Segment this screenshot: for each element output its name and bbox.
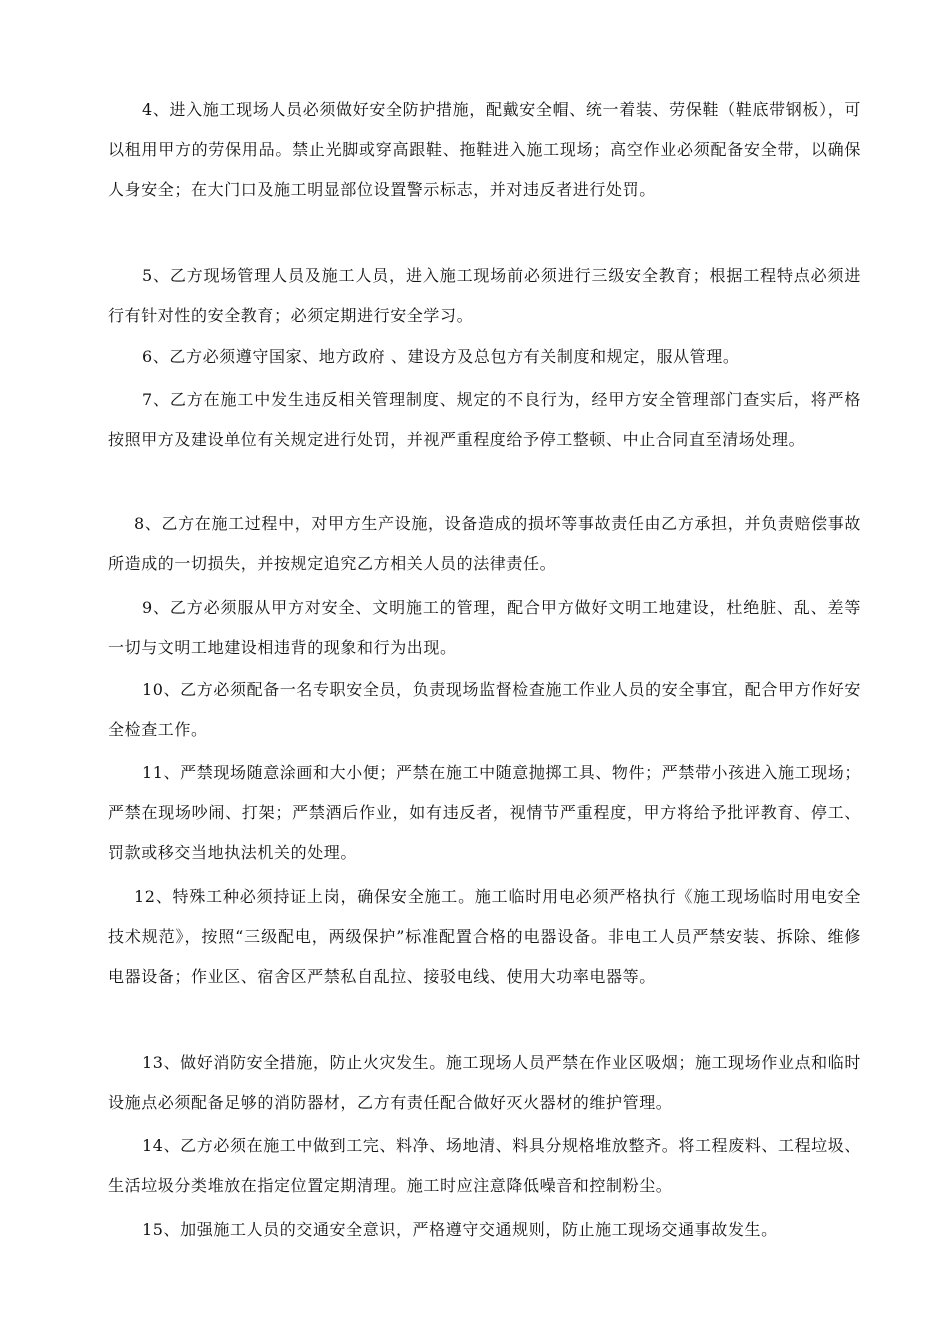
clause-12: 12、特殊工种必须持证上岗，确保安全施工。施工临时用电必须严格执行《施工现场临时用电安全技术规范》，按照“三级配电，两级保护”标准配置合格的电器设备。非电工人员严禁安装、拆除、维修电器设备；作业区、宿舍区严禁私自乱拉、接驳电线、使用大功率电器等。	[108, 887, 861, 986]
clause-6: 6、乙方必须遵守国家、地方政府 、建设方及总包方有关制度和规定，服从管理。	[142, 347, 740, 366]
clause-15: 15、加强施工人员的交通安全意识，严格遵守交通规则，防止施工现场交通事故发生。	[142, 1220, 778, 1239]
clause-5: 5、乙方现场管理人员及施工人员，进入施工现场前必须进行三级安全教育；根据工程特点必须进行有针对性的安全教育；必须定期进行安全学习。	[108, 266, 861, 325]
clause-11: 11、严禁现场随意涂画和大小便；严禁在施工中随意抛掷工具、物件；严禁带小孩进入施工现场；严禁在现场吵闹、打架；严禁酒后作业，如有违反者，视情节严重程度，甲方将给予批评教育、停工、罚款或移交当地执法机关的处理。	[108, 763, 861, 862]
clause-13: 13、做好消防安全措施，防止火灾发生。施工现场人员严禁在作业区吸烟；施工现场作业点和临时设施点必须配备足够的消防器材，乙方有责任配合做好灭火器材的维护管理。	[108, 1053, 861, 1112]
clause-7: 7、乙方在施工中发生违反相关管理制度、规定的不良行为，经甲方安全管理部门查实后，将严格按照甲方及建设单位有关规定进行处罚，并视严重程度给予停工整顿、中止合同直至清场处理。	[108, 390, 861, 449]
clause-8: 8、乙方在施工过程中，对甲方生产设施，设备造成的损坏等事故责任由乙方承担，并负责赔偿事故所造成的一切损失，并按规定追究乙方相关人员的法律责任。	[108, 514, 861, 573]
clause-4: 4、进入施工现场人员必须做好安全防护措施，配戴安全帽、统一着装、劳保鞋（鞋底带钢板），可以租用甲方的劳保用品。禁止光脚或穿高跟鞋、拖鞋进入施工现场；高空作业必须配备安全带，以确保人身安全；在大门口及施工明显部位设置警示标志，并对违反者进行处罚。	[108, 100, 861, 199]
clause-14: 14、乙方必须在施工中做到工完、料净、场地清、料具分规格堆放整齐。将工程废料、工程垃圾、生活垃圾分类堆放在指定位置定期清理。施工时应注意降低噪音和控制粉尘。	[108, 1136, 861, 1195]
clause-10: 10、乙方必须配备一名专职安全员，负责现场监督检查施工作业人员的安全事宜，配合甲方作好安全检查工作。	[108, 680, 861, 739]
clause-9: 9、乙方必须服从甲方对安全、文明施工的管理，配合甲方做好文明工地建设，杜绝脏、乱、差等一切与文明工地建设相违背的现象和行为出现。	[108, 598, 861, 657]
